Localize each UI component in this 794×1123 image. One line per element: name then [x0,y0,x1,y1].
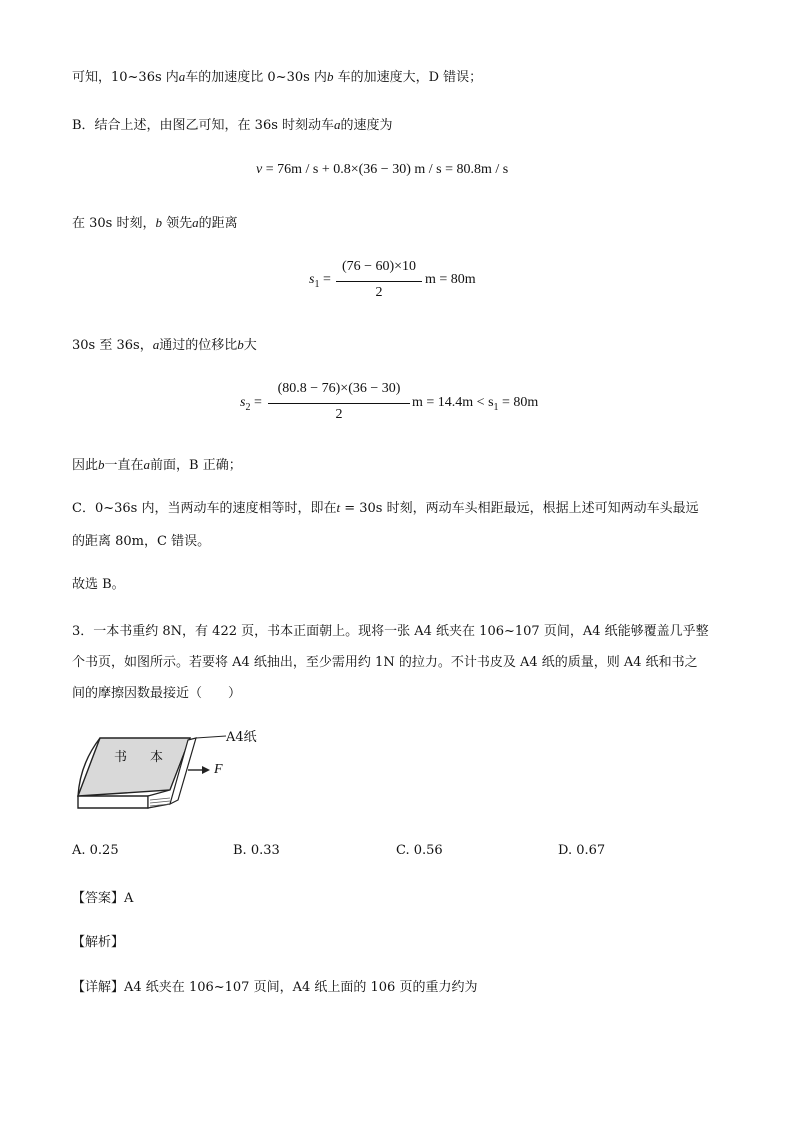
text-line-8: 故选 B。 [72,577,125,592]
force-label: F [214,762,223,777]
choice-c: C. 0.56 [396,843,443,858]
question-3-line-1: 3．一本书重约 8N，有 422 页，书本正面朝上。现将一张 A4 纸夹在 106~107 页间，A4 纸能够覆盖几乎整 [72,624,709,639]
paper-label-leader [196,736,226,738]
choice-a: A. 0.25 [72,843,119,858]
text-line-2: B．结合上述，由图乙可知，在 36s 时刻动车a的速度为 [72,117,393,133]
book-label-1: 书 [114,750,128,765]
answer-text: A [124,891,134,906]
choice-b: B. 0.33 [233,843,280,858]
book-label-2: 本 [150,750,164,765]
equation-velocity: v = 76m / s + 0.8×(36 − 30) m / s = 80.8m / s [256,162,509,177]
text-line-7: 的距离 80m，C 错误。 [72,534,211,549]
answer-tag: 【答案】 [72,891,125,906]
question-3-line-2: 个书页，如图所示。若要将 A4 纸抽出，至少需用约 1N 的拉力。不计书皮及 A4 纸的质量，则 A4 纸和书之 [72,655,698,670]
fraction-denominator: 2 [375,285,383,300]
question-3-line-3: 间的摩擦因数最接近（ ） [72,686,242,701]
fraction-numerator: (80.8 − 76)×(36 − 30) [277,381,401,396]
detail-tag: 【详解】 [72,980,125,995]
force-arrow-head [202,766,210,774]
analysis-tag: 【解析】 [72,935,125,950]
text-line-6: C．0~36s 内，当两动车的速度相等时，即在t = 30s 时刻，两动车头相距最远，根据上述可知两动车头最远 [72,500,699,516]
text-line-3: 在 30s 时刻，b 领先a的距离 [72,215,238,231]
book-figure [70,724,270,814]
a4-paper-label: A4纸 [226,730,257,745]
detail-line [72,976,477,995]
answer-line [72,887,133,906]
fraction-numerator: (76 − 60)×10 [341,259,417,274]
fraction-denominator: 2 [335,407,343,422]
detail-text: A4 纸夹在 106~107 页间，A4 纸上面的 106 页的重力约为 [124,980,478,995]
book-bottom [78,796,148,808]
choice-d: D. 0.67 [558,843,606,858]
fraction-bar [268,403,410,404]
text-line-5: 因此b一直在a前面，B 正确； [72,457,242,473]
text-line-4: 30s 至 36s，a通过的位移比b大 [72,337,257,353]
text-line-1: 可知，10~36s 内a车的加速度比 0~30s 内b 车的加速度大，D 错误； [72,69,483,85]
fraction-bar [336,281,422,282]
